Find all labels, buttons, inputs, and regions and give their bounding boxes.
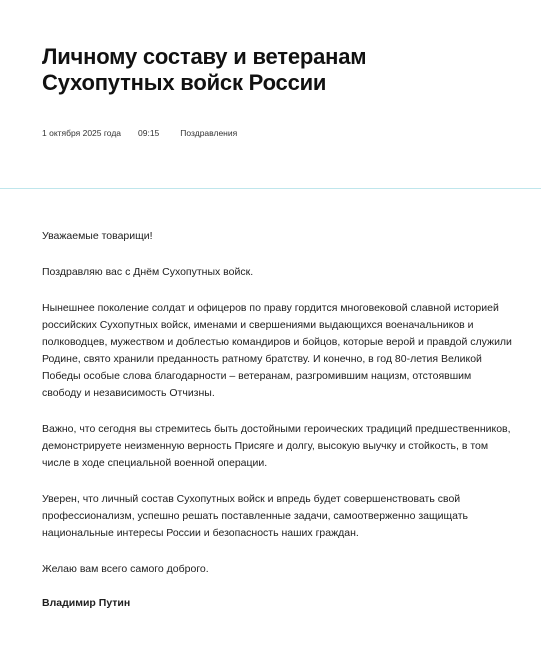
page-title: Личному составу и ветеранам Сухопутных войск России — [42, 44, 367, 95]
wish-text: Желаю вам всего самого доброго. — [42, 563, 209, 575]
congratulation-text: Поздравляю вас с Днём Сухопутных войск. — [42, 266, 254, 278]
article-meta — [42, 128, 237, 138]
paragraph-history: Нынешнее поколение солдат и офицеров по праву гордится многовековой славной историей российских Сухопутных войск, именами и свершениями выдающихся военачальников и полководцев, мужеством и доблестью командиров и бойцов, которые верой и правдой служили Родине, свято хранили преданность ратному братству. И конечно, в год 80-летия Великой Победы особые слова благодарности – ветеранам, разгромившим нацизм, отстоявшим свободу и независимость Отчизны. — [42, 302, 512, 399]
article-header — [0, 0, 541, 146]
paragraph-traditions: Важно, что сегодня вы стремитесь быть достойными героических традиций предшественников, демонстрируете неизменную верность Присяге и долгу, высокую выучку и стойкость, в том числе в ходе специальной военной операции. — [42, 423, 511, 469]
category-link[interactable]: Поздравления — [180, 128, 238, 138]
article-body — [42, 228, 512, 612]
header-divider — [0, 188, 541, 189]
signature: Владимир Путин — [42, 597, 131, 609]
greeting-text: Уважаемые товарищи! — [42, 230, 153, 242]
article-date: 1 октября 2025 года — [42, 128, 122, 138]
article-time: 09:15 — [138, 128, 160, 138]
paragraph-confidence: Уверен, что личный состав Сухопутных войск и впредь будет совершенствовать свой профессионализм, успешно решать поставленные задачи, самоотверженно защищать национальные интересы России и безопасность наших граждан. — [42, 493, 469, 539]
